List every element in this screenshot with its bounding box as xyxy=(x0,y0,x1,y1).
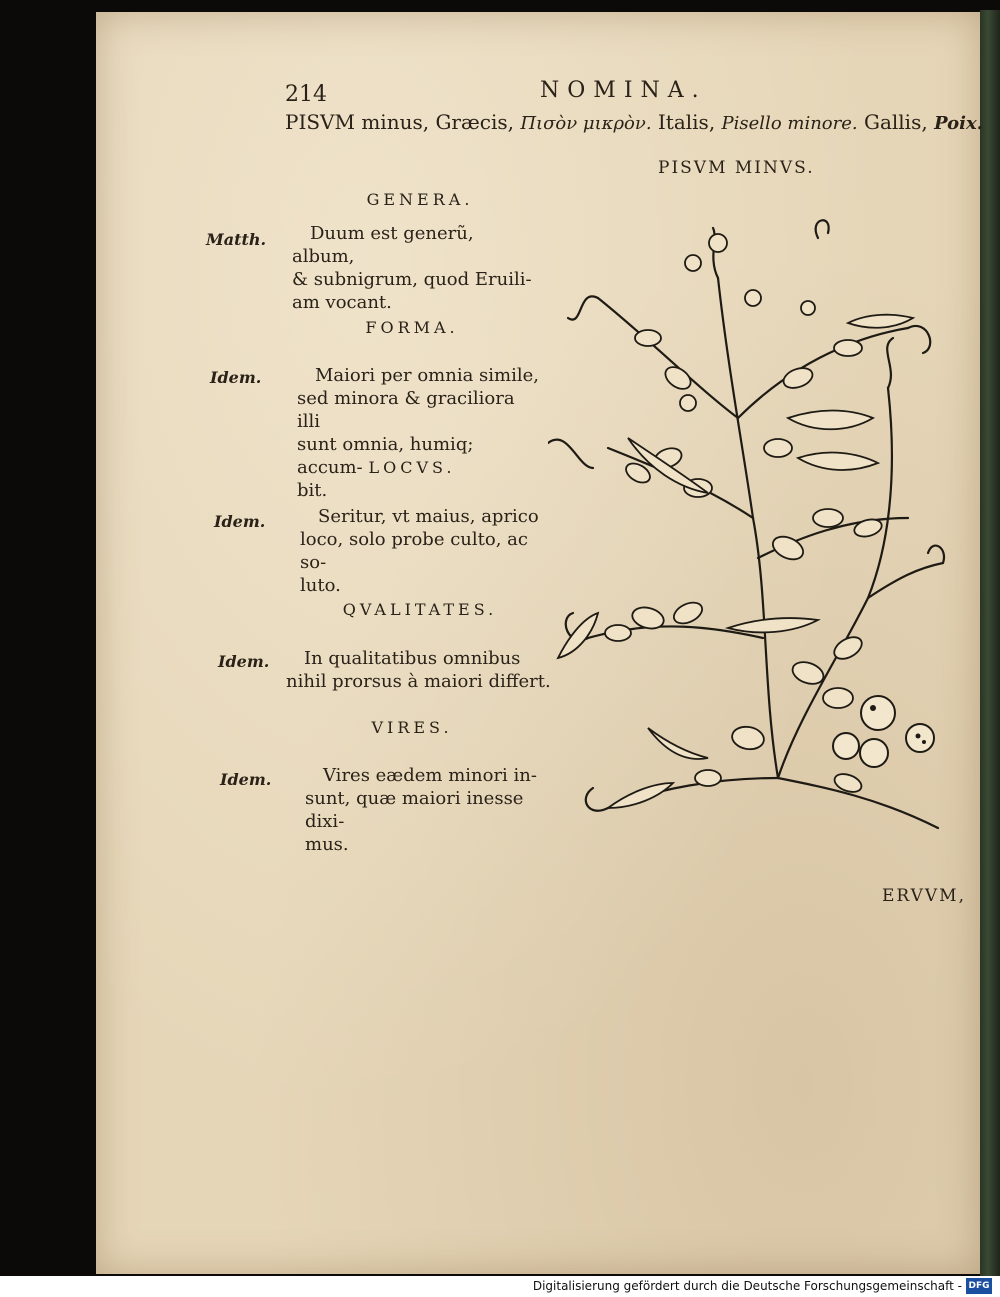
section-heading-forma: FORMA. xyxy=(365,318,459,337)
section-heading-locus: LOCVS. xyxy=(368,458,456,477)
running-header: NOMINA. xyxy=(540,78,707,103)
catchword: ERVVM, xyxy=(882,886,966,906)
name-italis: Italis, xyxy=(651,110,722,134)
name-gallis: Gallis, xyxy=(857,110,935,134)
margin-note-qualitates: Idem. xyxy=(218,652,270,671)
section-text-forma: Maiori per omnia simile, sed minora & graciliora illi sunt omnia, humiq; accum- bit. xyxy=(297,365,539,501)
margin-note-genera: Matth. xyxy=(206,230,267,249)
plate-title: PISVM MINVS. xyxy=(658,158,815,178)
dfg-logo-icon: DFG xyxy=(966,1278,992,1294)
margin-note-locus: Idem. xyxy=(214,512,266,531)
section-text-qualitates: In qualitatibus omnibus nihil prorsus à maiori differt. xyxy=(286,648,551,692)
section-heading-qualitates: QVALITATES. xyxy=(342,600,498,619)
section-heading-genera: GENERA. xyxy=(366,190,474,209)
margin-note-forma: Idem. xyxy=(210,368,262,387)
name-french: Poix. xyxy=(934,113,983,134)
footer-credit: Digitalisierung gefördert durch die Deutsche Forschungsgemeinschaft - xyxy=(532,1279,962,1293)
name-italian: Pisello minore. xyxy=(721,113,858,134)
book-edge xyxy=(980,10,1000,1276)
name-greek: Πισὸν μικρὸν. xyxy=(520,113,652,134)
name-line xyxy=(285,110,983,134)
name-latin: PISVM minus, Græcis, xyxy=(285,110,521,134)
page-number: 214 xyxy=(285,82,327,107)
section-text-vires: Vires eædem minori in- sunt, quæ maiori inesse dixi- mus. xyxy=(305,765,537,855)
section-text-genera: Duum est generũ, album, & subnigrum, quod Eruili- am vocant. xyxy=(292,223,532,313)
margin-note-vires: Idem. xyxy=(220,770,272,789)
section-text-locus: Seritur, vt maius, aprico loco, solo probe culto, ac so- luto. xyxy=(300,506,539,596)
section-heading-vires: VIRES. xyxy=(371,718,453,737)
digitization-footer xyxy=(0,1276,1000,1297)
pea-plant-woodcut xyxy=(548,218,948,848)
